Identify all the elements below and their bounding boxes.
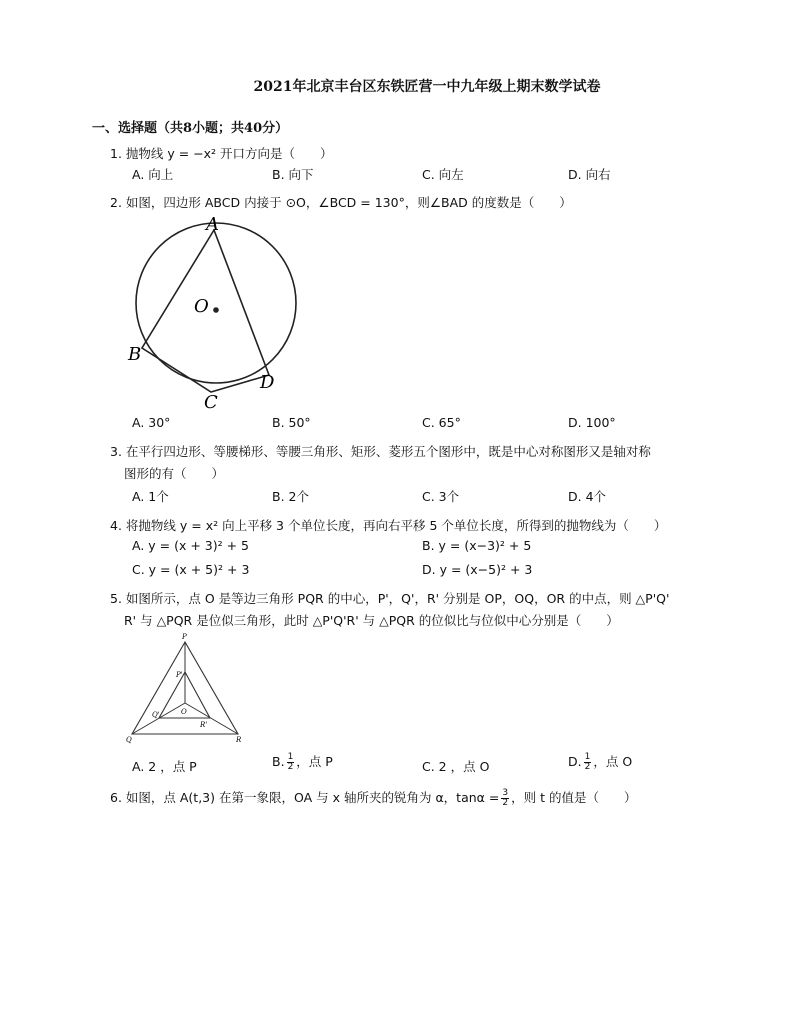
question-5-stem-line1: 5. 如图所示，点 O 是等边三角形 PQR 的中心，P'，Q'，R' 分别是 OP，OQ，OR 的中点，则 △P'Q' bbox=[110, 591, 670, 606]
q6-fraction bbox=[501, 789, 509, 808]
q5-option-c: C. 2 ，点 O bbox=[422, 759, 490, 774]
q5-option-a: A. 2 ，点 P bbox=[132, 759, 197, 774]
fraction-denominator: 2 bbox=[502, 798, 509, 808]
label-q: Q bbox=[126, 736, 132, 744]
q1-option-d: D. 向右 bbox=[568, 167, 611, 182]
q3-option-b: B. 2个 bbox=[272, 489, 309, 504]
label-o: O bbox=[194, 296, 209, 317]
label-r: R bbox=[236, 736, 242, 744]
triangle-figure bbox=[122, 630, 252, 748]
fraction-numerator: 3 bbox=[502, 788, 509, 798]
label-p: P bbox=[182, 633, 187, 641]
question-6-stem bbox=[110, 788, 636, 808]
q2-option-a: A. 30° bbox=[132, 415, 171, 430]
question-5-stem-line2: R' 与 △PQR 是位似三角形，此时 △P'Q'R' 与 △PQR 的位似比与位似中心分别是（ ） bbox=[124, 613, 619, 628]
label-b: B bbox=[128, 344, 142, 365]
question-4-stem: 4. 将抛物线 y = x² 向上平移 3 个单位长度，再向右平移 5 个单位长度，所得到的抛物线为（ ） bbox=[110, 518, 667, 533]
center-dot bbox=[213, 307, 219, 313]
question-2-stem: 2. 如图，四边形 ABCD 内接于 ⊙O，∠BCD = 130°，则∠BAD 的度数是（ ） bbox=[110, 195, 572, 210]
q1-option-b: B. 向下 bbox=[272, 167, 314, 182]
fraction-numerator: 1 bbox=[584, 752, 591, 762]
q5-option-b-label: B. bbox=[272, 754, 285, 769]
circle-quadrilateral-figure bbox=[122, 212, 312, 412]
question-6-stem-part1: 6. 如图，点 A(t,3) 在第一象限，OA 与 x 轴所夹的锐角为 α，tanα = bbox=[110, 790, 500, 805]
q1-option-c: C. 向左 bbox=[422, 167, 464, 182]
fraction-denominator: 2 bbox=[584, 762, 591, 772]
q2-option-d: D. 100° bbox=[568, 415, 616, 430]
label-r-prime: R' bbox=[200, 721, 208, 729]
q3-option-c: C. 3个 bbox=[422, 489, 460, 504]
page-title: 2021年北京丰台区东铁匠营一中九年级上期末数学试卷 bbox=[253, 79, 601, 95]
label-d: D bbox=[260, 372, 275, 393]
q2-option-c: C. 65° bbox=[422, 415, 461, 430]
label-a: A bbox=[206, 214, 219, 235]
q5-option-d bbox=[568, 752, 632, 772]
question-1-stem: 1. 抛物线 y = −x² 开口方向是（ ） bbox=[110, 146, 333, 161]
q5-option-d-fraction bbox=[584, 753, 592, 772]
q5-option-b bbox=[272, 752, 333, 772]
label-q-prime: Q' bbox=[152, 711, 160, 719]
q2-option-b: B. 50° bbox=[272, 415, 311, 430]
section-heading: 一、选择题（共8小题；共40分） bbox=[92, 121, 289, 136]
q4-option-d: D. y = (x−5)² + 3 bbox=[422, 562, 533, 577]
q3-option-d: D. 4个 bbox=[568, 489, 607, 504]
label-p-prime: P' bbox=[176, 671, 183, 679]
fraction-numerator: 1 bbox=[287, 752, 294, 762]
q5-option-b-text: ，点 P bbox=[296, 754, 333, 769]
q4-option-c: C. y = (x + 5)² + 3 bbox=[132, 562, 250, 577]
question-3-stem-line1: 3. 在平行四边形、等腰梯形、等腰三角形、矩形、菱形五个图形中，既是中心对称图形又是轴对称 bbox=[110, 444, 651, 459]
q5-option-d-label: D. bbox=[568, 754, 582, 769]
question-6-stem-part2: ，则 t 的值是（ ） bbox=[511, 790, 637, 805]
q3-option-a: A. 1个 bbox=[132, 489, 169, 504]
label-c: C bbox=[204, 392, 218, 412]
q1-option-a: A. 向上 bbox=[132, 167, 174, 182]
q4-option-a: A. y = (x + 3)² + 5 bbox=[132, 538, 250, 553]
q4-option-b: B. y = (x−3)² + 5 bbox=[422, 538, 532, 553]
question-3-stem-line2: 图形的有（ ） bbox=[124, 466, 225, 481]
label-o-center: O bbox=[181, 708, 187, 716]
q5-option-d-text: ，点 O bbox=[593, 754, 633, 769]
q5-option-b-fraction bbox=[287, 753, 295, 772]
fraction-denominator: 2 bbox=[287, 762, 294, 772]
